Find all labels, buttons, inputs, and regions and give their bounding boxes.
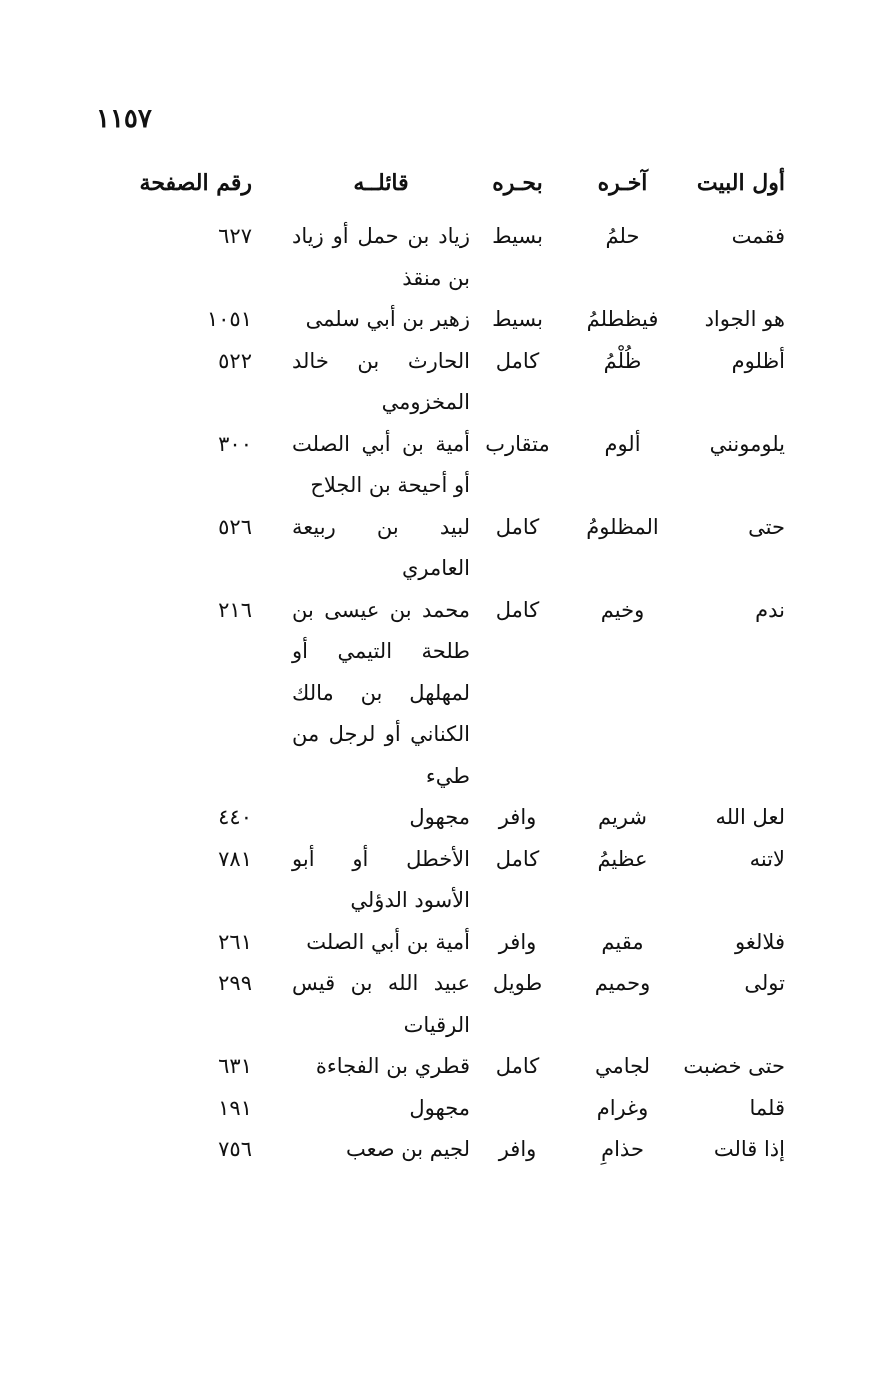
table-row [0,922,885,964]
row-first-verse: قلما [749,1095,785,1120]
row-first-verse: فلالغو [735,929,785,954]
row-verse-end: ألوم [604,431,641,456]
row-verse-end: عظيمُ [597,846,648,871]
row-meter: كامل [495,348,540,373]
table-row [0,341,885,424]
header-verse-end: آخـره [597,170,648,196]
row-page-number: ٢١٦ [218,597,252,622]
row-first-verse: تولى [744,971,785,995]
row-page-number: ٤٤٠ [218,805,252,829]
row-meter: بسيط [492,224,543,248]
row-meter: طويل [492,971,543,995]
header-poet: قائلــه [353,170,409,196]
row-poet: قطري بن الفجاءة [315,1054,470,1078]
table-row [0,1129,885,1171]
row-meter: وافر [498,1137,537,1161]
row-poet: عبيد الله بن قيس الرقيات [292,971,470,1037]
row-page-number: ١٩١ [218,1095,252,1120]
row-poet: زياد بن حمل أو زياد بن منقذ [292,224,470,290]
row-poet: الأخطل أو أبو الأسود الدؤلي [292,846,470,912]
row-page-number: ٥٢٦ [218,514,252,539]
row-page-number: ٣٠٠ [218,431,252,456]
header-page-number: رقم الصفحة [139,170,252,196]
row-first-verse: أظلوم [731,348,785,373]
row-verse-end: وحميم [594,971,651,995]
row-first-verse: لاتنه [749,846,785,871]
row-verse-end: مقيم [601,929,644,954]
row-verse-end: حذامِ [601,1137,644,1161]
row-meter: بسيط [492,307,543,331]
table-row [0,507,885,590]
row-verse-end: فيظطلمُ [586,307,659,331]
row-meter [470,1088,565,1130]
table-row [0,839,885,922]
row-poet: لجيم بن صعب [345,1137,470,1161]
table-row [0,963,885,1046]
row-verse-end: شريم [597,805,647,829]
table-row [0,299,885,341]
page-number: ١١٥٧ [96,104,152,134]
row-first-verse: إذا قالت [713,1137,785,1161]
row-page-number: ٧٨١ [218,846,252,871]
row-first-verse: يلومونني [709,431,785,456]
row-first-verse: حتى خضبت [683,1054,785,1078]
row-page-number: ٢٩٩ [218,971,252,995]
row-poet: لبيد بن ربيعة العامري [292,514,470,580]
table-row [0,1088,885,1130]
row-poet: مجهول [409,1095,470,1120]
table-header [0,170,885,216]
row-first-verse: هو الجواد [704,307,785,331]
row-poet: مجهول [409,805,470,829]
table-row [0,424,885,507]
row-meter: كامل [495,846,540,871]
row-page-number: ٦٢٧ [218,224,252,248]
table-row [0,1046,885,1088]
row-page-number: ١٠٥١ [206,307,252,331]
row-meter: كامل [495,514,540,539]
row-poet: الحارث بن خالد المخزومي [292,348,470,414]
table-row [0,590,885,798]
row-meter: كامل [495,597,540,622]
row-page-number: ٢٦١ [218,929,252,954]
row-first-verse: فقمت [731,224,785,248]
row-verse-end: ظُلْمُ [603,348,642,373]
header-first-verse: أول البيت [696,170,785,196]
row-first-verse: ندم [755,597,785,622]
row-poet: أمية بن أبي الصلت [306,929,470,954]
row-verse-end: حلمُ [605,224,640,248]
row-verse-end: وخيم [600,597,645,622]
row-page-number: ٧٥٦ [218,1137,252,1161]
row-verse-end: وغرام [596,1095,649,1120]
table-row [0,797,885,839]
row-verse-end: لجامي [594,1054,651,1078]
row-meter: كامل [495,1054,540,1078]
row-meter: متقارب [485,431,550,456]
row-page-number: ٦٣١ [218,1054,252,1078]
row-page-number: ٥٢٢ [218,348,252,373]
row-first-verse: حتى [748,514,785,539]
row-poet: محمد بن عيسى بن طلحة التيمي أو لمهلهل بن مالك الكناني أو لرجل من طيء [292,597,470,788]
row-poet: زهير بن أبي سلمى [305,307,470,331]
poetry-index-table [0,170,885,1171]
row-first-verse: لعل الله [715,805,785,829]
table-row [0,216,885,299]
row-meter: وافر [498,805,537,829]
row-meter: وافر [498,929,537,954]
header-meter: بحـره [492,170,543,196]
row-poet: أمية بن أبي الصلت أو أحيحة بن الجلاح [292,431,470,497]
row-verse-end: المظلومُ [586,514,659,539]
